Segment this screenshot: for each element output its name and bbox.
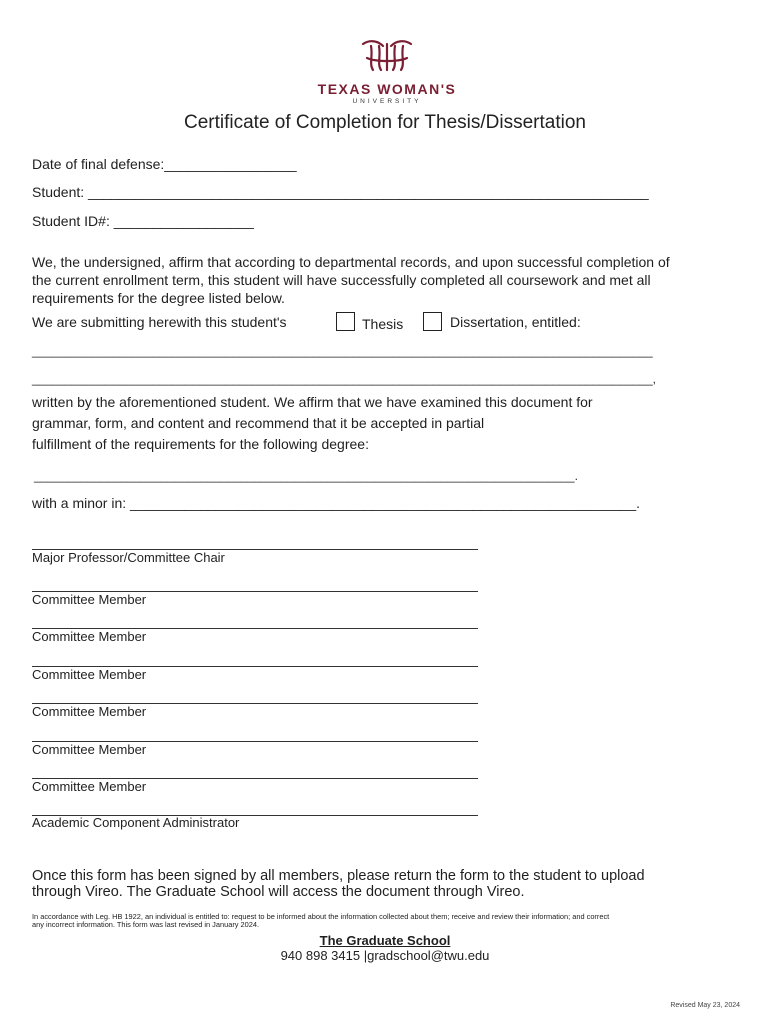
signature-label: Committee Member: [32, 667, 147, 682]
signature-label: Committee Member: [32, 779, 147, 794]
thesis-checkbox[interactable]: [336, 312, 355, 331]
signature-label: Committee Member: [32, 629, 147, 644]
revised-date: Revised May 23, 2024: [670, 1002, 740, 1009]
university-logo: [312, 38, 462, 105]
signature-label: Academic Component Administrator: [32, 815, 240, 830]
signature-label: Major Professor/Committee Chair: [32, 550, 225, 565]
logo-university: UNIVERSITY: [352, 98, 422, 105]
legal-notice-line-1: In accordance with Leg. HB 1922, an individual is entitled to: request to be informed about the information collected about them; receive and review their information; and correct: [32, 912, 610, 921]
graduate-school-title: The Graduate School: [319, 933, 451, 948]
date-of-defense-field[interactable]: Date of final defense:_________________: [32, 156, 297, 172]
logo-name: TEXAS WOMAN'S: [317, 81, 457, 97]
page-title: Certificate of Completion for Thesis/Dissertation: [184, 112, 586, 133]
degree-field[interactable]: _________________________________________________________________________________.: [34, 469, 578, 483]
student-name-field[interactable]: Student: ________________________________________________________________________: [32, 184, 649, 200]
graduate-school-contact: 940 898 3415 |gradschool@twu.edu: [280, 948, 490, 963]
signature-label: Committee Member: [32, 704, 147, 719]
thesis-label: Thesis: [362, 316, 404, 332]
title-line-2[interactable]: _____________________________________________________________________________________________,: [32, 372, 656, 386]
signature-label: Committee Member: [32, 742, 147, 757]
return-instructions-line-2: through Vireo. The Graduate School will access the document through Vireo.: [32, 884, 525, 900]
twu-emblem-icon: [359, 38, 415, 74]
minor-field[interactable]: with a minor in: _________________________________________________________________.: [32, 495, 641, 511]
examined-line-1: written by the aforementioned student. We affirm that we have examined this document for: [32, 394, 593, 410]
dissertation-label: Dissertation, entitled:: [450, 314, 581, 330]
submit-prefix: We are submitting herewith this student's: [32, 314, 287, 330]
title-line-1[interactable]: _____________________________________________________________________________________________: [32, 344, 653, 358]
examined-line-3: fulfillment of the requirements for the following degree:: [32, 436, 369, 452]
return-instructions-line-1: Once this form has been signed by all members, please return the form to the student to upload: [32, 868, 645, 884]
examined-line-2: grammar, form, and content and recommend that it be accepted in partial: [32, 415, 485, 431]
signature-label: Committee Member: [32, 592, 147, 607]
dissertation-checkbox[interactable]: [423, 312, 442, 331]
student-id-field[interactable]: Student ID#: __________________: [32, 213, 254, 229]
legal-notice-line-2: any incorrect information. This form was last revised in January 2024.: [32, 920, 260, 929]
affirm-paragraph: We, the undersigned, affirm that according to departmental records, and upon successful completion of the current enrollment term, this student will have successfully completed all coursework and met all requirements for the degree listed below.: [32, 254, 670, 306]
